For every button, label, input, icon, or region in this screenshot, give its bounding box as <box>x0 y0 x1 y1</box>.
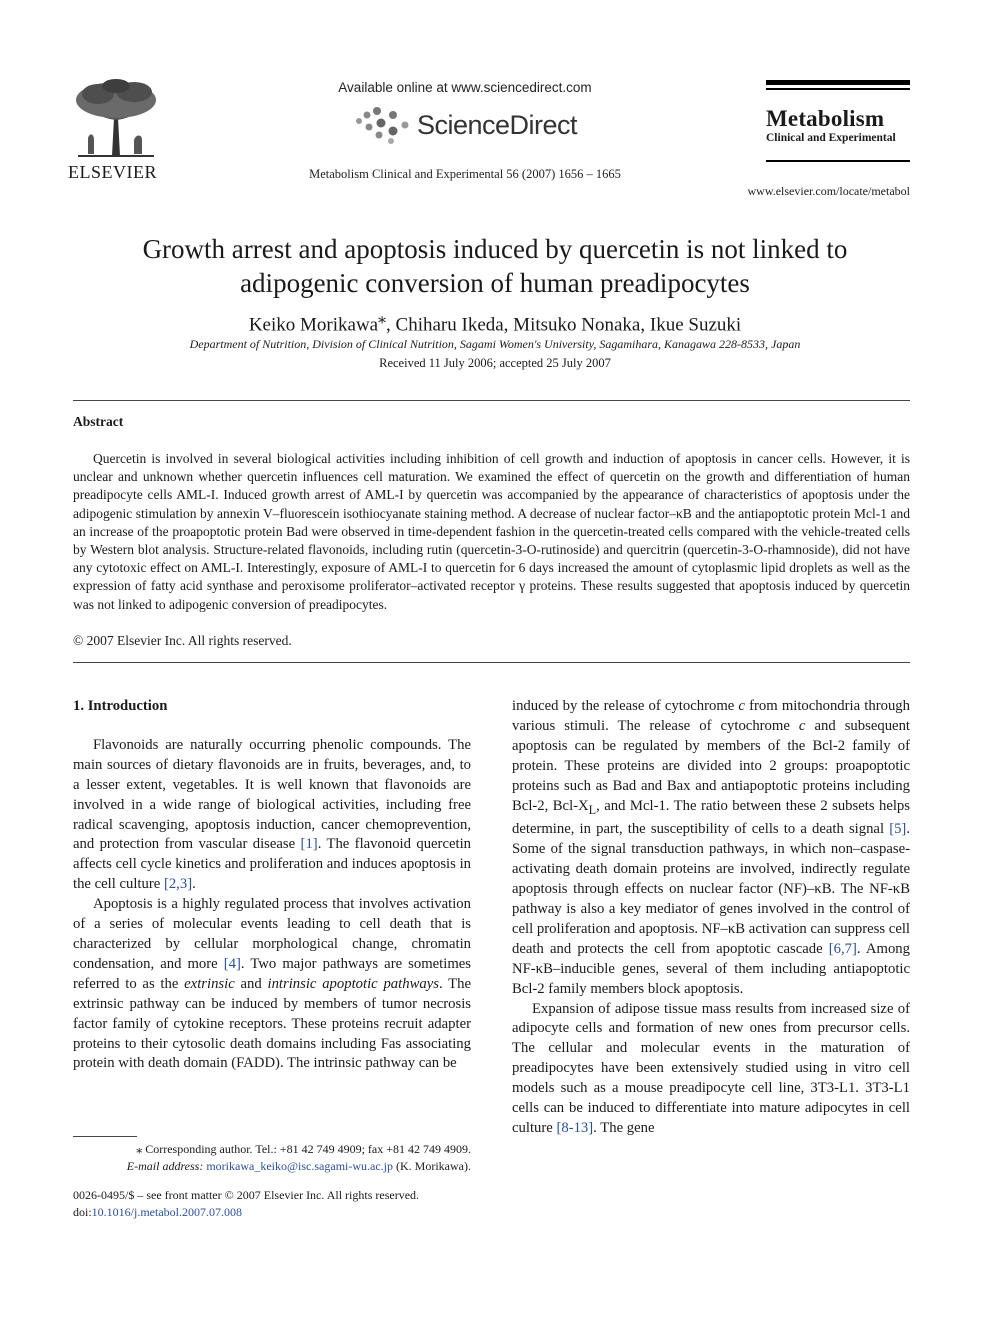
text-run: . Among NF-κB–inducible genes, several of them including antiapoptotic Bcl-2 family members block apoptosis. <box>512 940 910 997</box>
email-suffix: (K. Morikawa). <box>393 1158 471 1173</box>
footnote-contact: ⁎ Corresponding author. Tel.: +81 42 749 4909; fax +81 42 749 4909. <box>136 1142 471 1156</box>
emphasis: c <box>738 698 745 714</box>
sciencedirect-header <box>240 80 690 182</box>
issn-block <box>73 1187 419 1221</box>
received-dates: Received 11 July 2006; accepted 25 July 2007 <box>379 356 611 370</box>
emphasis: extrinsic <box>184 975 235 992</box>
citation-link[interactable]: [8-13] <box>556 1119 594 1136</box>
author-name: Keiko Morikawa <box>248 314 379 336</box>
paragraph <box>512 697 910 1000</box>
doi-line <box>73 1204 419 1221</box>
email-label: E-mail address: <box>126 1158 204 1173</box>
citation-link[interactable]: [4] <box>223 955 241 972</box>
footnote-email-line <box>73 1158 471 1175</box>
text-run: , and Mcl-1. The ratio between these 2 subsets helps determine, in part, the susceptibility of cells to a death signal <box>512 797 910 838</box>
text-run: . The extrinsic pathway can be induced by members of tumor necrosis factor family of cytokine receptors. These proteins recruit adapter proteins to their cytosolic death domains including Fas associating protein with death domain (FADD). The intrinsic pathway can be <box>73 975 471 1072</box>
text-run: . Two major pathways are sometimes referred to as the <box>73 955 471 992</box>
title-line: adipogenic conversion of human preadipocytes <box>240 268 750 298</box>
divider <box>73 662 910 663</box>
text-run: from mitochondria through various stimuli. The release of cytochrome <box>512 698 910 734</box>
citation-link[interactable]: [5] <box>889 821 907 838</box>
text-run: . <box>192 876 196 893</box>
text-run: . The flavonoid quercetin affects cell cycle kinetics and proliferation and induces apoptosis in the cell culture <box>73 836 471 893</box>
paragraph <box>512 1000 910 1139</box>
article-title <box>60 232 930 300</box>
section-heading: 1. Introduction <box>73 698 168 714</box>
author-names-rest: , Chiharu Ikeda, Mitsuko Nonaka, Ikue Suzuki <box>386 314 742 336</box>
text-run: Expansion of adipose tissue mass results from increased size of adipocyte cells and formation of new ones from precursor cells. The cellular and molecular events in the maturation of preadipocytes have been extensively studied using in vitro cell models such as a mouse preadipocyte cell line, 3T3-L1. 3T3-L1 cells can be induced to differentiate into mature adipocytes in cell culture <box>512 1000 910 1136</box>
journal-masthead <box>766 80 910 162</box>
text-run: and <box>234 975 268 992</box>
citation-link[interactable]: [6,7] <box>828 940 857 957</box>
email-link[interactable]: morikawa_keiko@isc.sagami-wu.ac.jp <box>206 1158 394 1173</box>
text-run: induced by the release of cytochrome <box>512 698 739 714</box>
title-line: Growth arrest and apoptosis induced by quercetin is not linked to <box>142 234 848 264</box>
masthead-rule <box>766 160 910 162</box>
doi-label: doi: <box>73 1205 92 1219</box>
masthead-rule <box>766 80 910 85</box>
journal-subtitle: Clinical and Experimental <box>766 132 896 144</box>
corresponding-mark[interactable]: ⁎ <box>378 310 387 327</box>
paragraph <box>73 736 471 895</box>
elsevier-tree-icon <box>68 78 164 158</box>
doi-link[interactable]: 10.1016/j.metabol.2007.07.008 <box>91 1205 242 1219</box>
divider <box>73 400 910 401</box>
citation-link[interactable]: [1] <box>300 836 318 853</box>
masthead-rule <box>766 88 910 90</box>
left-column <box>73 697 471 1074</box>
journal-citation: Metabolism Clinical and Experimental 56 (2007) 1656 – 1665 <box>309 167 621 181</box>
subscript: L <box>588 802 597 817</box>
citation-link[interactable]: [2,3] <box>163 876 193 893</box>
abstract-heading: Abstract <box>73 414 124 429</box>
text-run: . The gene <box>593 1119 655 1136</box>
journal-name: Metabolism <box>766 106 885 131</box>
emphasis: intrinsic apoptotic pathways <box>267 975 439 992</box>
text-run: Apoptosis is a highly regulated process that involves activation of a series of molecular events leading to cell death that is characterized by cellular morphological change, chromatin condensation, and more <box>73 896 471 972</box>
elsevier-logo <box>68 78 168 183</box>
sciencedirect-wordmark: ScienceDirect <box>416 109 578 140</box>
author-list <box>60 308 930 336</box>
affiliation: Department of Nutrition, Division of Clinical Nutrition, Sagami Women's University, Sagamihara, Kanagawa 228-8533, Japan <box>189 337 801 351</box>
abstract-copyright: © 2007 Elsevier Inc. All rights reserved. <box>73 633 292 648</box>
text-run: . Some of the signal transduction pathways, in which non–caspase-activating death domain proteins are involved, indirectly regulate apoptosis through effects on nuclear factor (NF)–κB. The NF-κB pathway is also a key mediator of genes involved in the control of cell proliferation and apoptosis. NF–κB activation can suppress cell death and protects the cell from apoptotic cascade <box>512 821 910 957</box>
journal-url[interactable]: www.elsevier.com/locate/metabol <box>747 184 910 198</box>
right-column <box>512 697 910 1139</box>
text-run: and subsequent apoptosis can be regulated by members of the Bcl-2 family of protein. These proteins are divided into 2 groups: proapoptotic proteins such as Bad and Bax and antiapoptotic proteins including Bcl-2, Bcl-X <box>512 717 910 814</box>
sciencedirect-dots-icon <box>353 105 413 145</box>
corresponding-footnote <box>73 1141 471 1174</box>
text-run: Flavonoids are naturally occurring phenolic compounds. The main sources of dietary flavonoids are in fruits, beverages, and, to a lesser extent, vegetables. It is well known that flavonoids are involved in a wide range of biological activities, including free radical scavenging, apoptosis induction, cancer chemoprevention, and protection from vascular disease <box>73 736 471 853</box>
front-matter: 0026-0495/$ – see front matter © 2007 Elsevier Inc. All rights reserved. <box>73 1188 420 1202</box>
abstract-body: Quercetin is involved in several biological activities including inhibition of cell growth and induction of apoptosis in cancer cells. However, it is unclear and unknown whether quercetin influences cell maturation. We examined the effect of quercetin on the growth and differentiation of human preadipocyte cells AML-I. Induced growth arrest of AML-I by quercetin was accompanied by the appearance of characteristics of apoptosis under the adipogenic stimulation by annexin V–fluorescein isothiocyanate staining method. A decrease of nuclear factor–κB and the antiapoptotic protein Mcl-1 and an increase of the proapoptotic protein Bad were observed in time-dependent fashion in the quercetin-treated cells compared with the vehicle-treated cells by Western blot analysis. Structure-related flavonoids, including rutin (quercetin-3-O-rutinoside) and quercitrin (quercetin-3-O-rhamnoside), did not have any cytotoxic effect on AML-I. Interestingly, exposure of AML-I to quercetin for 6 days increased the amount of cytoplasmic lipid droplets as well as the expression of fatty acid synthase and peroxisome proliferator–activated receptor γ proteins. These results suggested that apoptosis induced by quercetin was not linked to adipogenic conversion of preadipocytes. <box>73 451 910 612</box>
publisher-name: ELSEVIER <box>68 162 157 182</box>
paragraph <box>73 895 471 1074</box>
emphasis: c <box>798 717 806 734</box>
available-online: Available online at www.sciencedirect.com <box>338 80 592 95</box>
sciencedirect-logo <box>240 105 690 145</box>
footnote-rule <box>73 1136 137 1137</box>
